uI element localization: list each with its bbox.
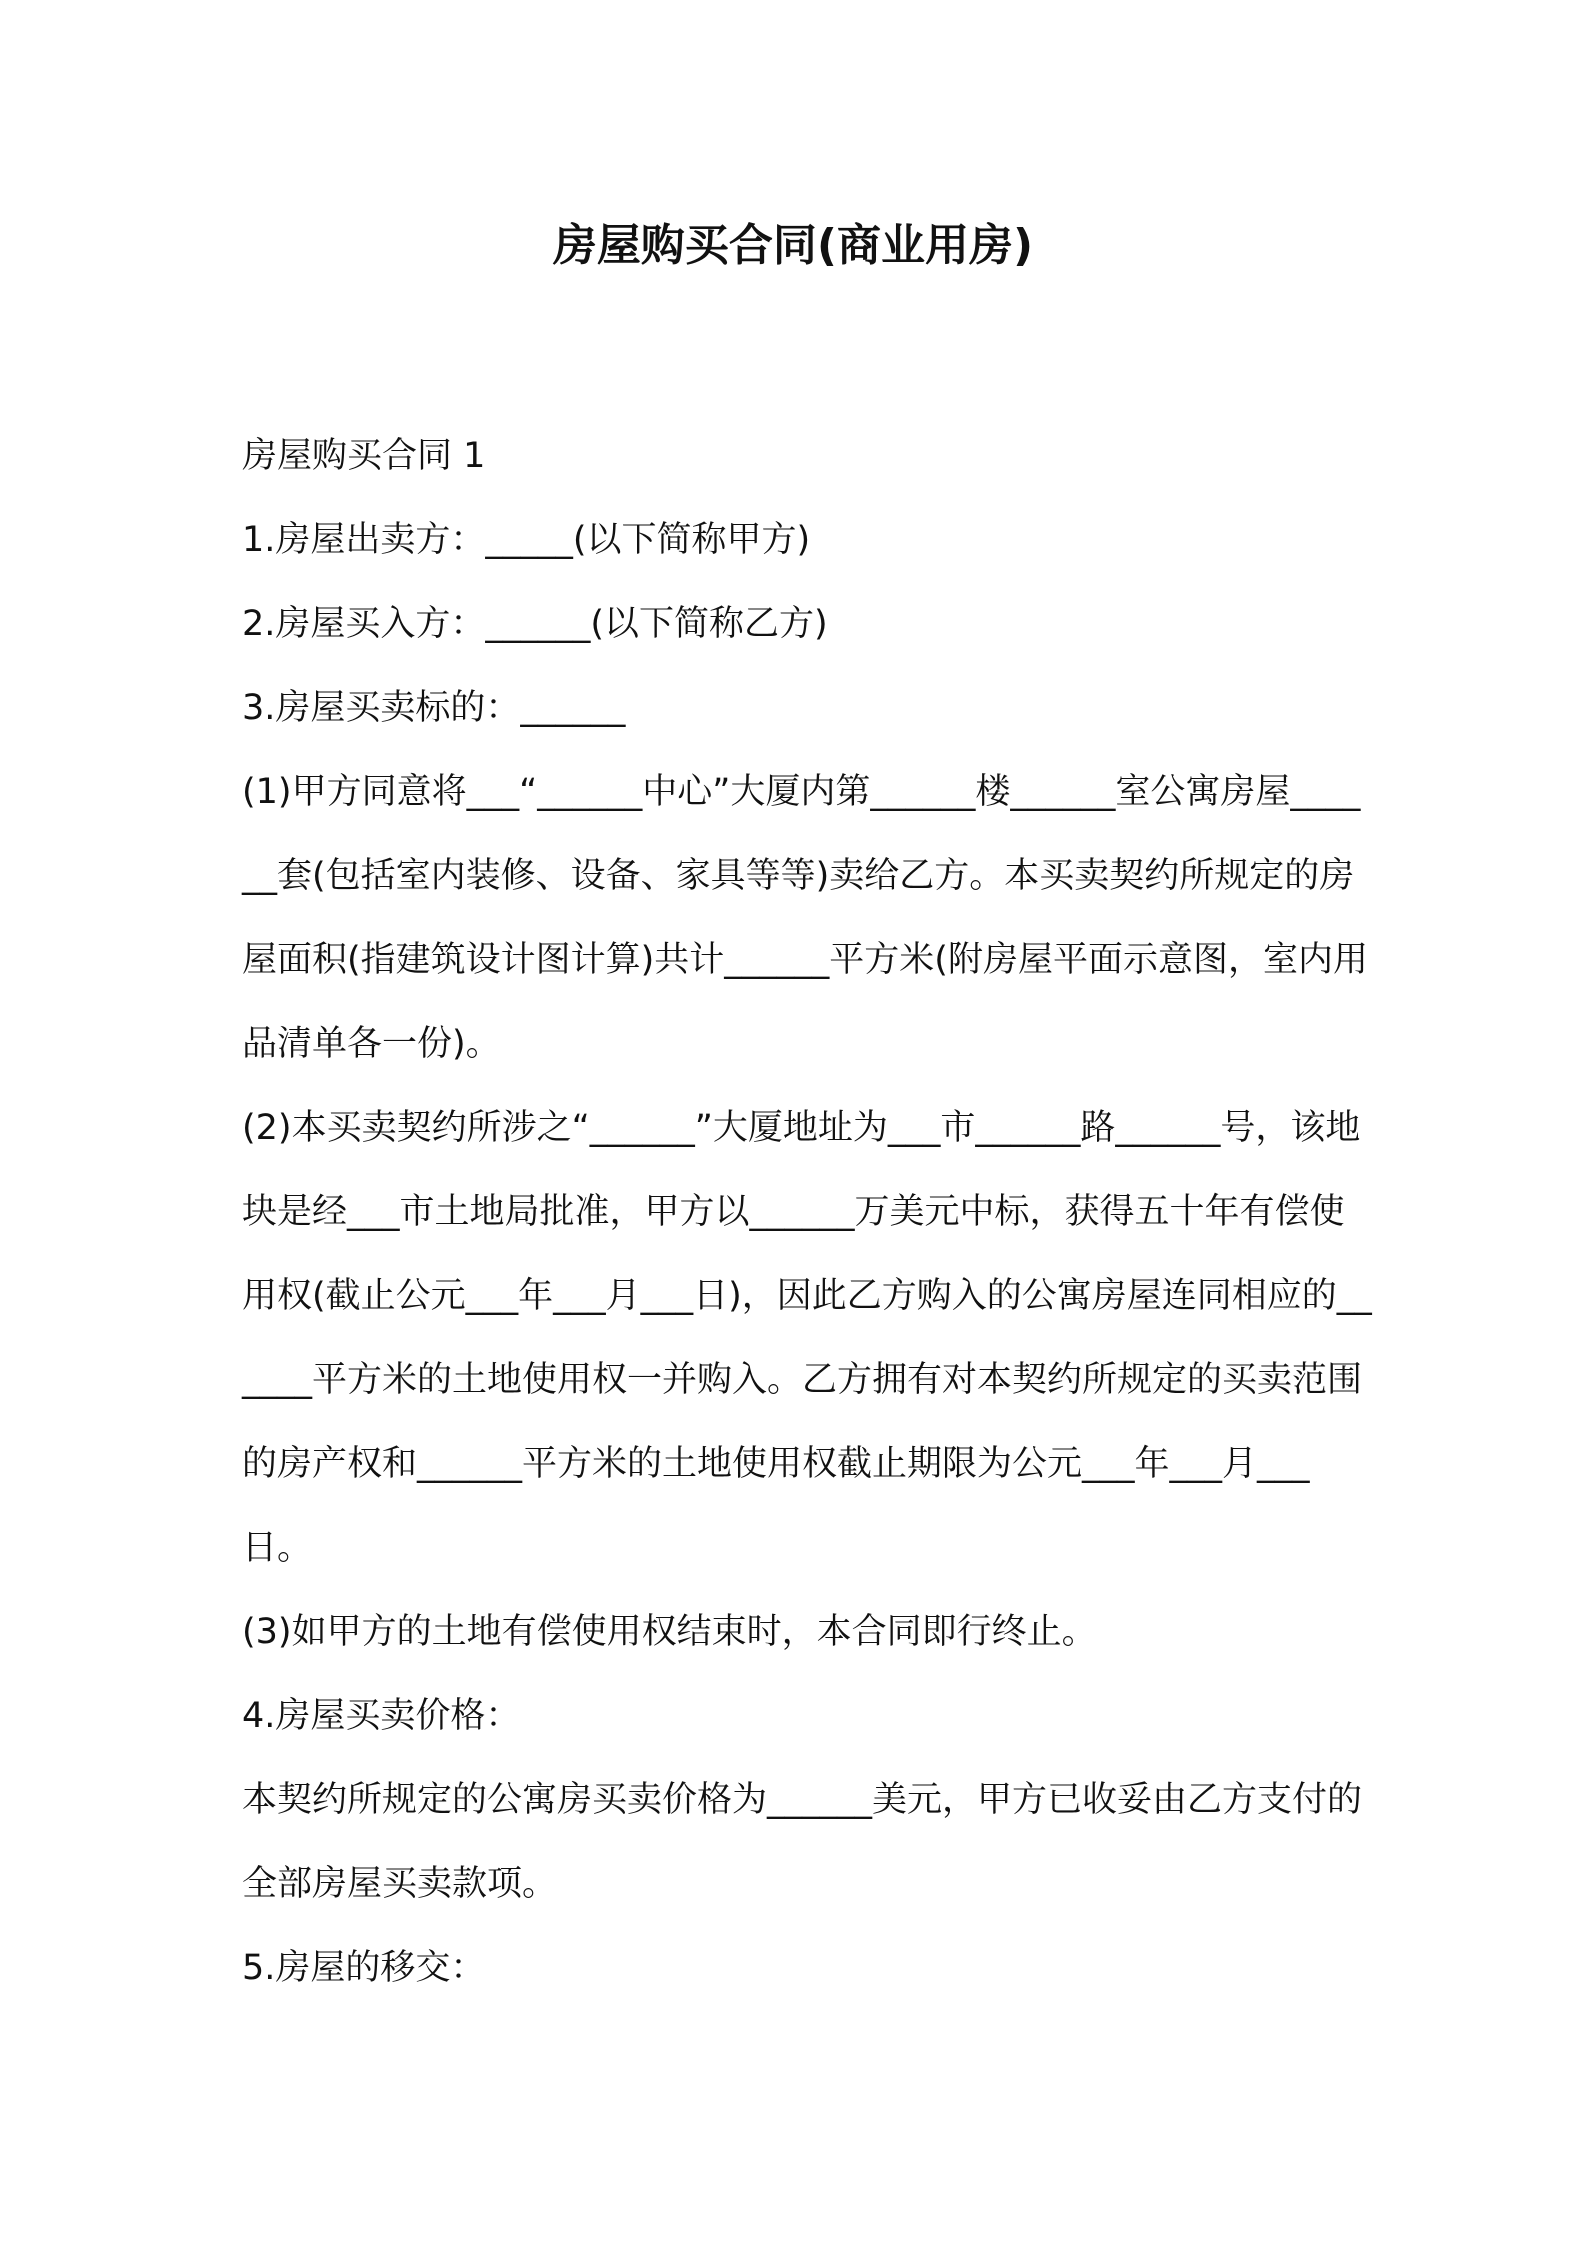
section-heading: 房屋购买合同 1 [242,436,486,476]
subject-line: 3.房屋买卖标的：______ [242,688,626,728]
handover-heading: 5.房屋的移交： [242,1948,486,1988]
buyer-line: 2.房屋买入方：______(以下简称乙方) [242,604,828,644]
price-clause: 本契约所规定的公寓房买卖价格为______美元，甲方已收妥由乙方支付的全部房屋买卖款项。 [242,1780,1363,1904]
seller-line: 1.房屋出卖方：_____(以下简称甲方) [242,520,811,560]
clause-3-3: (3)如甲方的土地有偿使用权结束时，本合同即行终止。 [242,1612,1097,1652]
clause-3-1: (1)甲方同意将___“______中心”大厦内第______楼______室公寓房屋______套(包括室内装修、设备、家具等等)卖给乙方。本买卖契约所规定的房屋面积(指建筑设计图计算)共计______平方米(附房屋平面示意图，室内用品清单各一份)。 [242,772,1368,1064]
price-heading: 4.房屋买卖价格： [242,1696,521,1736]
document-title: 房屋购买合同(商业用房) [552,220,1034,271]
clause-3-2: (2)本买卖契约所涉之“______”大厦地址为___市______路______号，该地块是经___市土地局批准，甲方以______万美元中标，获得五十年有偿使用权(截止公元___年___月___日)，因此乙方购入的公寓房屋连同相应的______平方米的土地使用权一并购入。乙方拥有对本契约所规定的买卖范围的房产权和______平方米的土地使用权截止期限为公元___年___月___日。 [242,1108,1372,1568]
document-body [242,414,1372,2010]
